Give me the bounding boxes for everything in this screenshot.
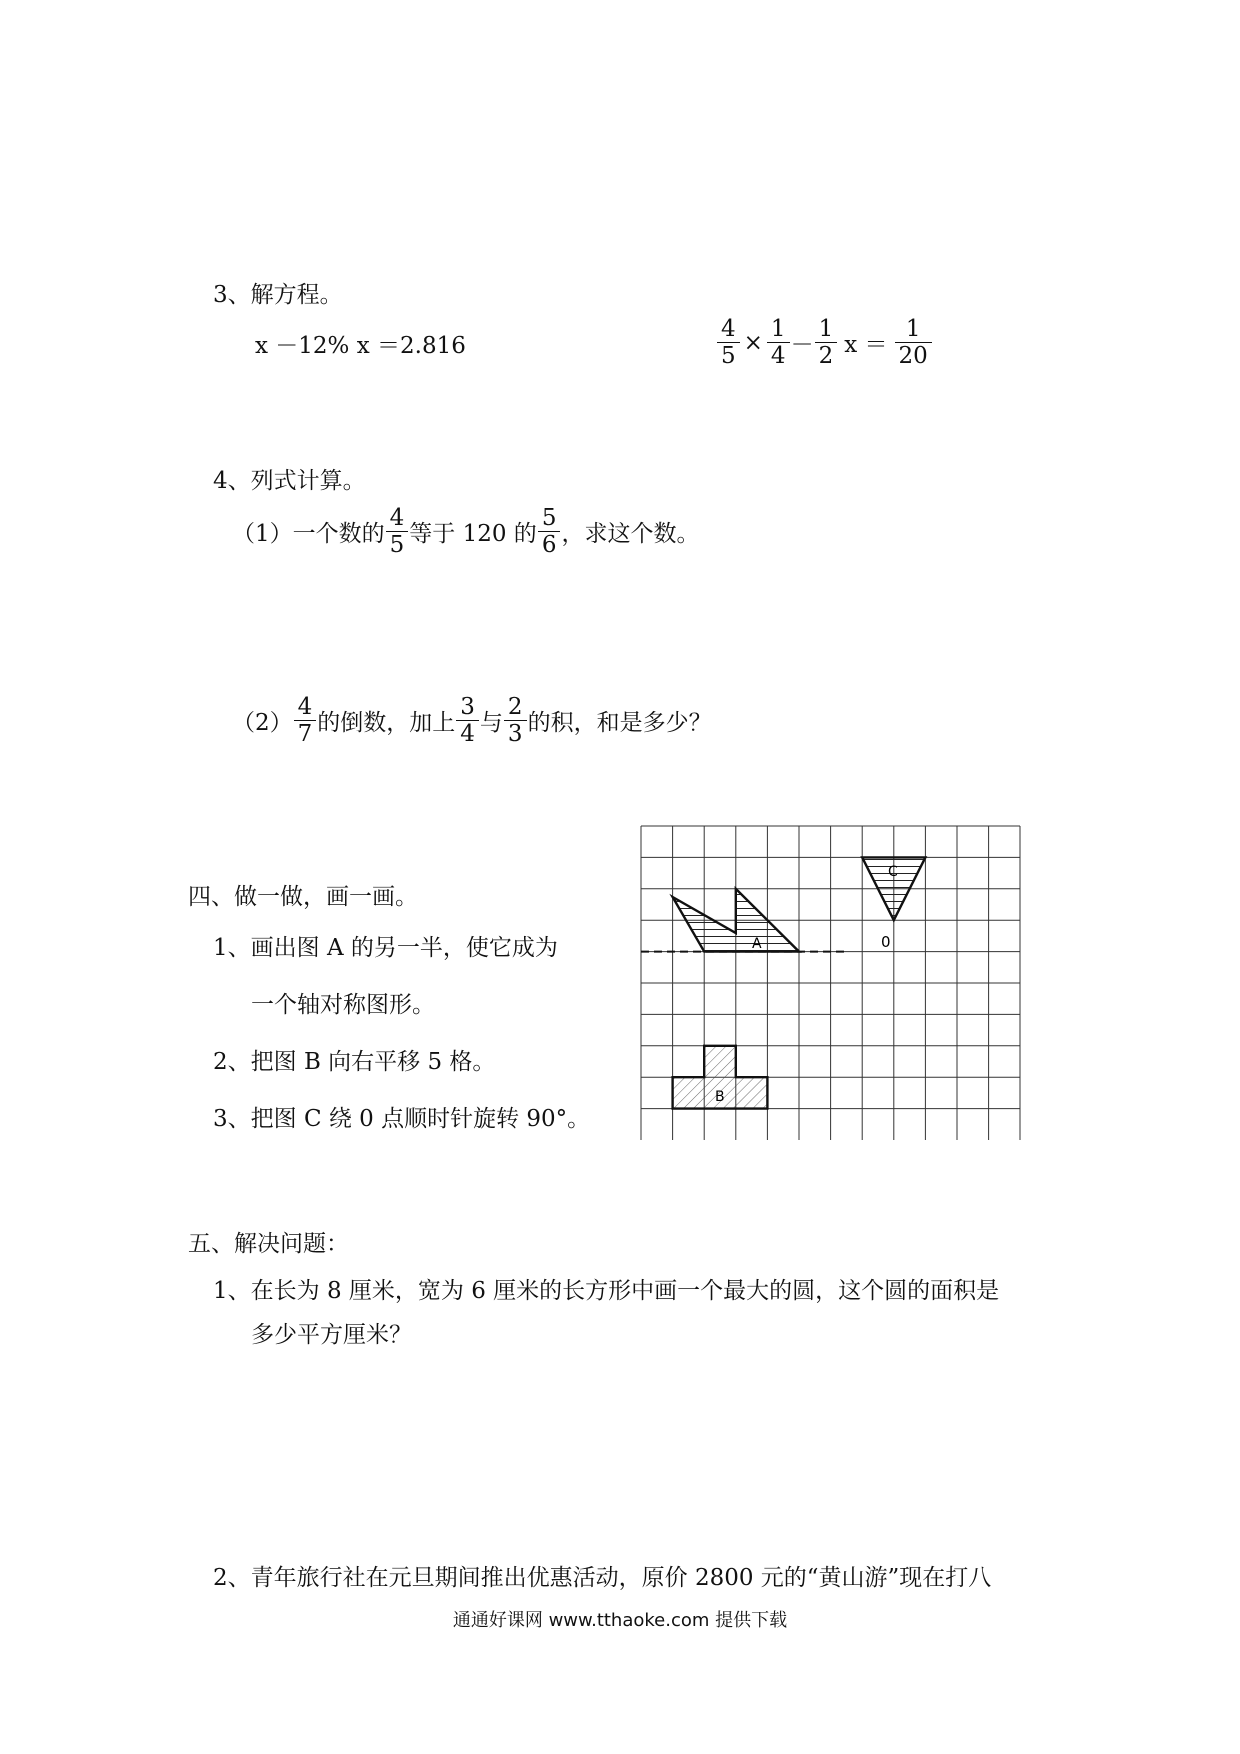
minus-sign: － bbox=[790, 332, 814, 359]
point-o-label: 0 bbox=[881, 933, 891, 951]
x-equals: x ＝ bbox=[844, 332, 888, 359]
grid-figure bbox=[640, 825, 1040, 1165]
part5-heading: 五、解决问题： bbox=[188, 1231, 349, 1257]
shape-b-label: B bbox=[715, 1089, 725, 1105]
part4-item1-line1: 1、画出图 A 的另一半，使它成为 bbox=[213, 935, 558, 961]
fraction: $\frac{1}{20}$ bbox=[897, 316, 930, 370]
fraction: $\frac{1}{4}$ bbox=[769, 316, 788, 370]
shape-c-label: C bbox=[888, 864, 898, 880]
part4-heading: 四、做一做，画一画。 bbox=[188, 884, 418, 910]
fraction: $\frac{3}{4}$ bbox=[458, 694, 477, 748]
section4-heading: 4、列式计算。 bbox=[213, 468, 366, 494]
times-sign: × bbox=[743, 329, 763, 356]
equation-1: x －12% x ＝2.816 bbox=[255, 333, 466, 359]
footer-source: 通通好课网 www.tthaoke.com 提供下载 bbox=[452, 1610, 788, 1631]
fraction: $\frac{4}{5}$ bbox=[719, 316, 738, 370]
part4-item1-line2: 一个轴对称图形。 bbox=[251, 992, 435, 1018]
part5-q1-line1: 1、在长为 8 厘米，宽为 6 厘米的长方形中画一个最大的圆，这个圆的面积是 bbox=[213, 1278, 1000, 1304]
shape-a-label: A bbox=[752, 936, 762, 952]
fraction: $\frac{4}{7}$ bbox=[296, 694, 315, 748]
section3-heading: 3、解方程。 bbox=[213, 282, 343, 308]
q2-text-2: 的倒数，加上 bbox=[317, 710, 456, 737]
q1-text-2: 等于 120 的 bbox=[409, 521, 537, 548]
q2-text-1: （2） bbox=[232, 710, 293, 737]
fraction: $\frac{5}{6}$ bbox=[540, 505, 559, 559]
fraction: $\frac{4}{5}$ bbox=[388, 505, 407, 559]
part5-q2-line1: 2、青年旅行社在元旦期间推出优惠活动，原价 2800 元的“黄山游”现在打八 bbox=[213, 1565, 992, 1591]
question-4-2 bbox=[232, 694, 712, 748]
q2-text-4: 的积，和是多少？ bbox=[527, 710, 712, 737]
q1-text-1: （1）一个数的 bbox=[232, 521, 385, 548]
part4-item3: 3、把图 C 绕 0 点顺时针旋转 90°。 bbox=[213, 1106, 591, 1132]
q1-text-3: ，求这个数。 bbox=[561, 521, 700, 548]
question-4-1 bbox=[232, 505, 699, 559]
part4-item2: 2、把图 B 向右平移 5 格。 bbox=[213, 1049, 496, 1075]
q2-text-3: 与 bbox=[479, 710, 503, 737]
fraction: $\frac{2}{3}$ bbox=[506, 694, 525, 748]
fraction: $\frac{1}{2}$ bbox=[817, 316, 836, 370]
part5-q1-line2: 多少平方厘米？ bbox=[251, 1322, 412, 1348]
equation-2 bbox=[716, 316, 933, 370]
